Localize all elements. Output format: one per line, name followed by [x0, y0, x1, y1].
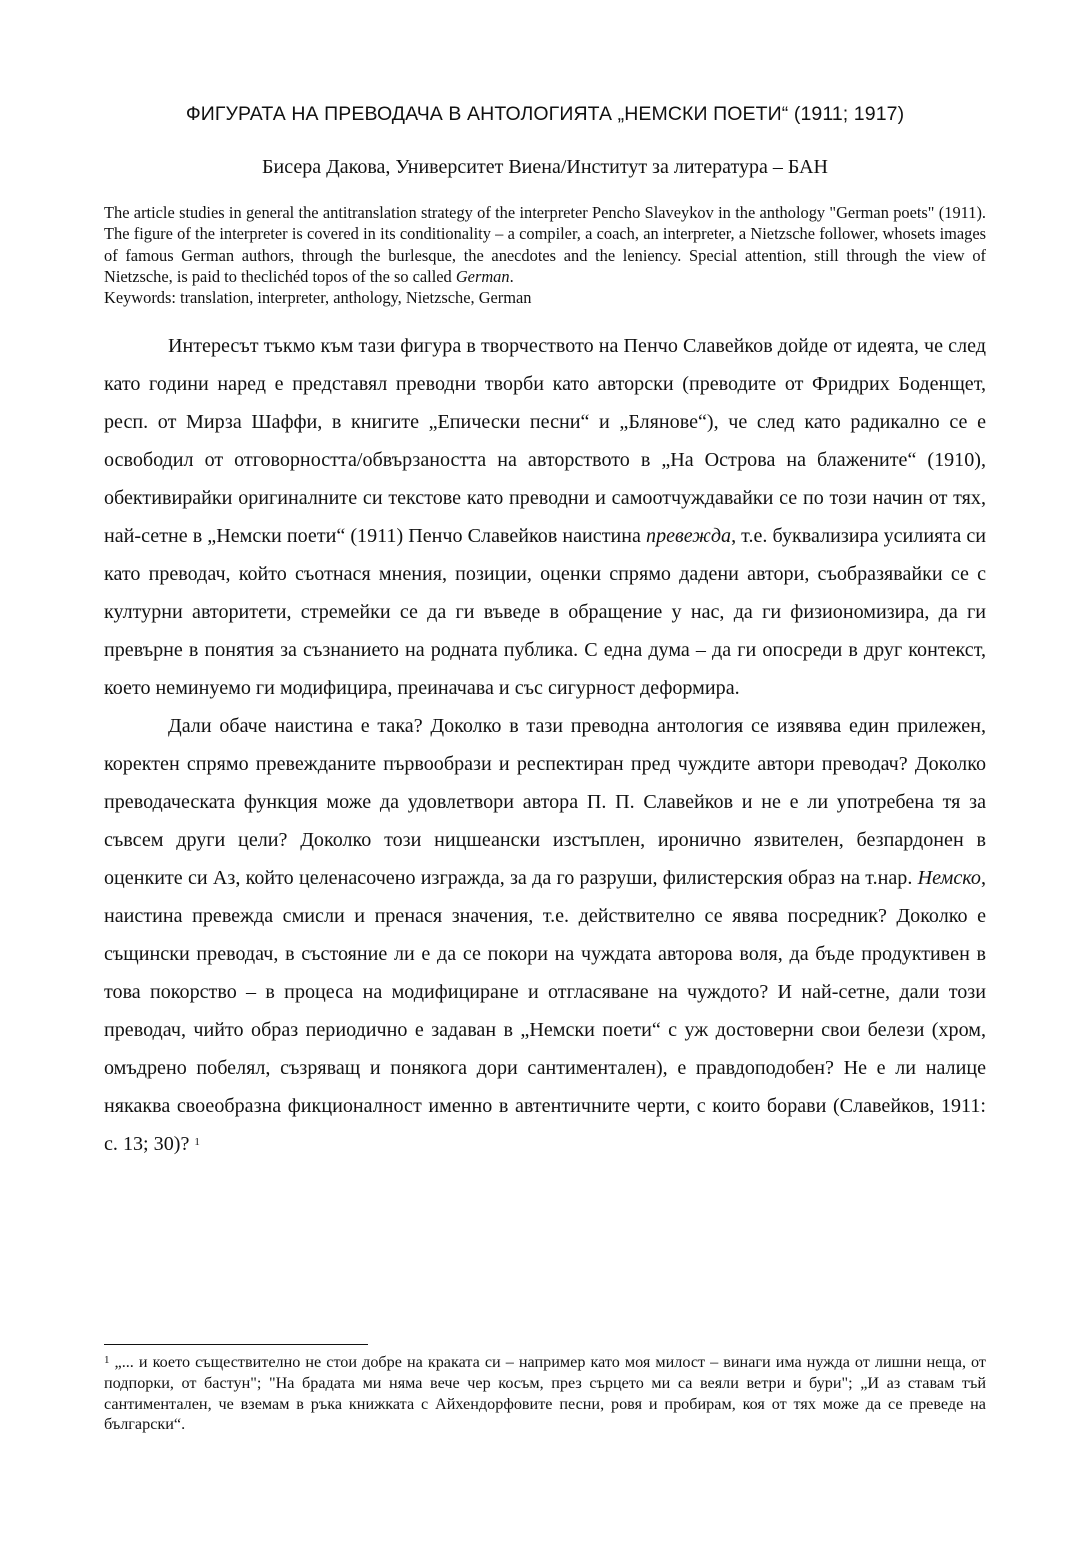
italic-term: превежда — [646, 525, 732, 547]
footnote-reference[interactable]: 1 — [194, 1136, 200, 1148]
article-title: ФИГУРАТА НА ПРЕВОДАЧА В АНТОЛОГИЯТА „НЕМСКИ ПОЕТИ“ (1911; 1917) — [185, 103, 905, 125]
footnote-separator — [104, 1344, 368, 1345]
body-text — [104, 327, 986, 1163]
paragraph: Дали обаче наистина е така? Доколко в тази преводна антология се изявява един прилежен, коректен спрямо превежданите първообрази и респектиран пред чуждите автори преводач? Доколко преводаческата функция може да удовлетвори автора П. П. Славейков и не е ли употребена тя за съвсем други цели? Доколко този ницшеански изстъплен, иронично язвителен, безпардонен в оценките си Аз, който целенасочено изгражда, за да го разруши, филистерския образ на т.нар. Немско, наистина превежда смисли и пренася значения, т.е. действително се явява посредник? Доколко е същински преводач, в състояние ли е да се покори на чуждата авторова воля, да бъде продуктивен в това покорство – в процеса на модифициране и отгласяване на чуждото? И най-сетне, дали този преводач, чийто образ периодично е задаван в „Немски поети“ с уж достоверни свои белези (хром, омъдрено побелял, съзряващ и понякога дори сантиментален), е правдоподобен? Не е ли налице някаква своеобразна фикционалност именно в автентичните черти, с които борави (Славейков, 1911: с. 13; 30)? $^1$ — [104, 715, 986, 1155]
keywords: Keywords: translation, interpreter, anthology, Nietzsche, German — [104, 288, 532, 308]
footnote-text: „... и което съществително не стои добре на краката си – например като моя милост – винаги има нужда от лишни неща, от подпорки, от бастун"; "На брадата ми няма вече чер косъм, през сърцето ми са веяли ветри и бури"; „И аз ставам тъй сантиментален, че вземам в ръка книжката с Айхендорфовите песни, ровя и пробирам, коя от тях може да се преведе на български“. — [104, 1353, 986, 1434]
author-affiliation: Бисера Дакова, Университет Виена/Институт за литература – БАН — [262, 156, 828, 178]
abstract — [104, 202, 986, 308]
paragraph: Интересът тъкмо към тази фигура в творчеството на Пенчо Славейков дойде от идеята, че след като години наред е представял преводни творби като авторски (преводите от Фридрих Боденщет, респ. от Мирза Шаффи, в книгите „Епически песни“ и „Блянове“), че след като радикално се е освободил от отговорността/обвързаността на авторството в „На Острова на блажените“ (1910), обективирайки оригиналните си текстове като преводни и самоотчуждавайки се по този начин от тях, най-сетне в „Немски поети“ (1911) Пенчо Славейков наистина превежда, т.е. буквализира усилията си като преводач, който съотнася мнения, позиции, оценки спрямо дадени автори, съобразявайки се с културни авторитети, стремейки се да ги въведе в обращение у нас, да ги физиономизира, да ги превърне в понятия за съзнанието на родната публика. С една дума – да ги опосреди в друг контекст, което неминуемо ги модифицира, преиначава и със сигурност деформира. — [104, 335, 987, 699]
footnote-marker: 1 — [104, 1354, 110, 1366]
abstract-text: The article studies in general the antitranslation strategy of the interpreter Pencho Slaveykov in the anthology "German poets" (1911). The figure of the interpreter is covered in its conditionality – a compiler, a coach, an interpreter, a Nietzsche follower, whosets images of famous German authors, through the burlesque, the anecdotes and the leniency. Special attention, still through the view of Nietzsche, is paid to theclichéd topos of the so called German. — [104, 203, 986, 286]
abstract-italic-term: German — [455, 266, 510, 286]
footnote — [104, 1352, 986, 1435]
italic-term: Немско — [917, 867, 981, 889]
